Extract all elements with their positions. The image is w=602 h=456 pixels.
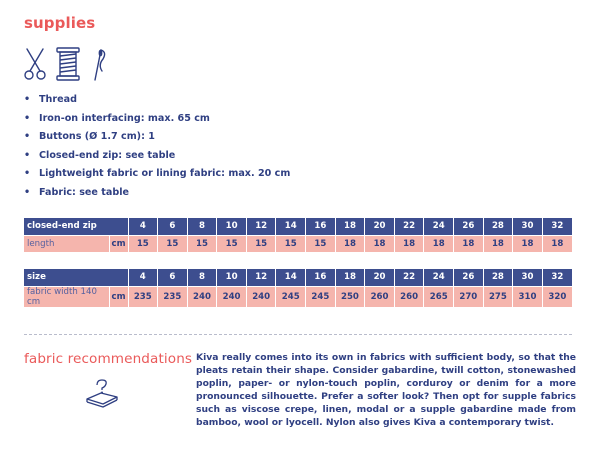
size-cell: 4 <box>128 269 158 286</box>
value-cell: 15 <box>217 235 247 252</box>
size-cell: 20 <box>365 269 395 286</box>
size-cell: 18 <box>335 269 365 286</box>
size-cell: 24 <box>424 269 454 286</box>
value-cell: 245 <box>306 286 336 307</box>
fabric-question-icon <box>85 379 121 409</box>
value-cell: 260 <box>365 286 395 307</box>
value-cell: 15 <box>187 235 217 252</box>
supplies-title: supplies <box>24 14 96 32</box>
value-cell: 18 <box>394 235 424 252</box>
value-cell: 18 <box>454 235 484 252</box>
supplies-item: • Fabric: see table <box>24 186 130 198</box>
size-cell: 14 <box>276 269 306 286</box>
size-cell: 26 <box>454 218 484 235</box>
size-cell: 6 <box>158 269 188 286</box>
value-cell: 265 <box>424 286 454 307</box>
size-cell: 18 <box>335 218 365 235</box>
value-cell: 240 <box>217 286 247 307</box>
size-cell: 30 <box>513 269 543 286</box>
table-header-row <box>24 269 572 286</box>
value-cell: 15 <box>276 235 306 252</box>
supplies-item: • Thread <box>24 94 77 105</box>
size-cell: 20 <box>365 218 395 235</box>
size-cell: 14 <box>276 218 306 235</box>
value-cell: 240 <box>187 286 217 307</box>
value-cell: 320 <box>542 286 572 307</box>
size-cell: 12 <box>246 218 276 235</box>
value-cell: 260 <box>394 286 424 307</box>
value-cell: 18 <box>513 235 543 252</box>
value-cell: 15 <box>158 235 188 252</box>
supplies-item: • Buttons (Ø 1.7 cm): 1 <box>24 131 155 142</box>
value-cell: 18 <box>424 235 454 252</box>
size-cell: 30 <box>513 218 543 235</box>
thread-spool-icon <box>55 47 81 81</box>
unit-cell: cm <box>109 235 128 252</box>
value-cell: 275 <box>483 286 513 307</box>
size-cell: 16 <box>306 218 336 235</box>
value-cell: 235 <box>158 286 188 307</box>
size-cell: 28 <box>483 269 513 286</box>
row-label: length <box>24 235 109 252</box>
value-cell: 15 <box>128 235 158 252</box>
size-cell: 10 <box>217 218 247 235</box>
table-header-label: size <box>24 269 128 286</box>
supplies-item: • Iron-on interfacing: max. 65 cm <box>24 112 210 124</box>
value-cell: 270 <box>454 286 484 307</box>
value-cell: 18 <box>335 235 365 252</box>
supplies-item: • Closed-end zip: see table <box>24 149 176 161</box>
scissors-icon <box>24 47 46 81</box>
size-cell: 4 <box>128 218 158 235</box>
value-cell: 240 <box>246 286 276 307</box>
size-cell: 10 <box>217 269 247 286</box>
value-cell: 18 <box>483 235 513 252</box>
row-label: fabric width 140 cm <box>24 286 109 307</box>
unit-cell: cm <box>109 286 128 307</box>
supplies-item: • Lightweight fabric or lining fabric: max. 20 cm <box>24 168 291 179</box>
size-cell: 6 <box>158 218 188 235</box>
size-cell: 22 <box>394 218 424 235</box>
value-cell: 235 <box>128 286 158 307</box>
value-cell: 15 <box>246 235 276 252</box>
value-cell: 245 <box>276 286 306 307</box>
fabric-recommendations-text: Kiva really comes into its own in fabrics with sufficient body, so that the pleats retain their shape. Consider gabardine, twill cotton, stonewashed poplin, paper- or nylon-touch poplin, corduroy or denim for a more pronounced silhouette. Prefer a softer look? Then opt for supple fabrics such as viscose crepe, linen, modal or a supple gabardine made from bamboo, wool or lyocell. Nylon also gives Kiva a contemporary twist. <box>196 352 576 429</box>
size-cell: 32 <box>542 218 572 235</box>
size-cell: 32 <box>542 269 572 286</box>
fabric-size-table <box>24 269 572 307</box>
value-cell: 310 <box>513 286 543 307</box>
size-cell: 24 <box>424 218 454 235</box>
table-header-label: closed-end zip <box>24 218 128 235</box>
size-cell: 22 <box>394 269 424 286</box>
table-row <box>24 235 572 252</box>
size-cell: 8 <box>187 218 217 235</box>
table-row <box>24 286 572 307</box>
supplies-icons <box>24 47 108 81</box>
zip-length-table <box>24 218 572 252</box>
size-cell: 12 <box>246 269 276 286</box>
fabric-recommendations-title: fabric recommendations <box>24 351 193 367</box>
value-cell: 250 <box>335 286 365 307</box>
supplies-list <box>24 94 290 205</box>
section-divider <box>24 334 572 335</box>
value-cell: 18 <box>365 235 395 252</box>
size-cell: 16 <box>306 269 336 286</box>
value-cell: 15 <box>306 235 336 252</box>
size-cell: 8 <box>187 269 217 286</box>
size-cell: 26 <box>454 269 484 286</box>
size-cell: 28 <box>483 218 513 235</box>
needle-icon <box>90 47 108 81</box>
value-cell: 18 <box>542 235 572 252</box>
table-header-row <box>24 218 572 235</box>
